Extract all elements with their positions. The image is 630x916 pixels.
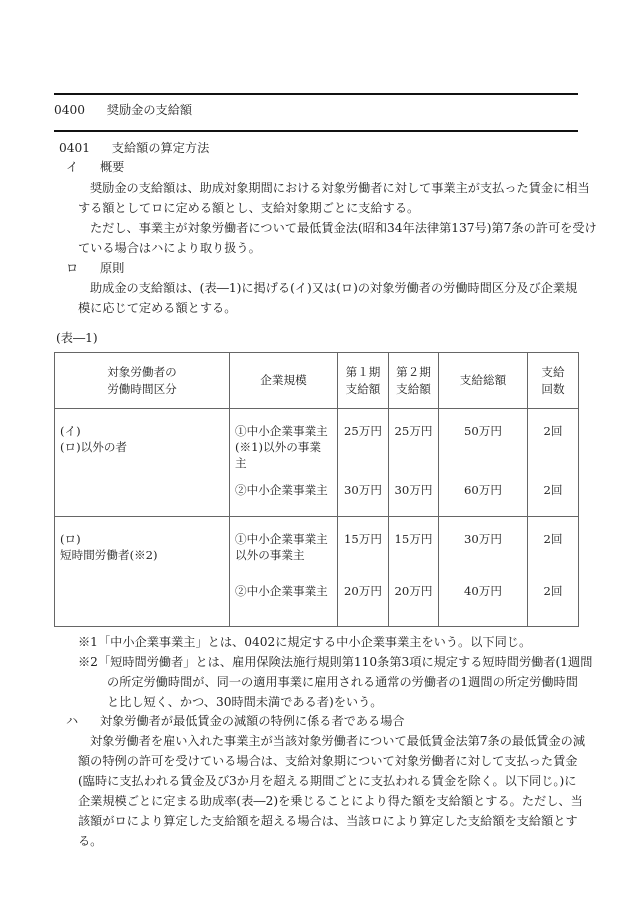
- item-i-heading: [66, 159, 124, 175]
- item-ro-para-line2: 模に応じて定める額とする。: [78, 301, 237, 315]
- header-period1-line1: 第１期: [345, 364, 381, 379]
- header-period2: [389, 353, 439, 409]
- period1-value: 20万円: [344, 584, 382, 598]
- row-total: [439, 409, 528, 517]
- note-2-line1: ※2「短時間労働者」とは、雇用保険法施行規則第110条第3項に規定する短時間労働者(1週間: [78, 655, 593, 669]
- header-period1: [338, 353, 389, 409]
- section-code: 0400: [54, 103, 86, 117]
- row-size: [230, 517, 338, 627]
- item-ha-marker: ハ: [66, 714, 79, 728]
- count-value: 2回: [543, 424, 563, 438]
- header-category-line1: 対象労働者の: [107, 364, 177, 379]
- item-ha-title: 対象労働者が最低賃金の減額の特例に係る者である場合: [99, 714, 405, 728]
- total-value: 50万円: [464, 424, 502, 438]
- item-i-para1-line2: する額としてロに定める額とし、支給対象期ごとに支給する。: [78, 201, 420, 215]
- total-value: 60万円: [464, 483, 502, 497]
- item-i-para2-line1: ただし、事業主が対象労働者について最低賃金法(昭和34年法律第137号)第7条の許可を受け: [90, 221, 597, 235]
- header-size: [230, 353, 338, 409]
- subsection-heading: [59, 140, 209, 156]
- row-period2: [389, 409, 439, 517]
- note-2-line3: と比し短く、かつ、30時間未満である者)をいう。: [107, 695, 383, 709]
- count-value: 2回: [543, 584, 563, 598]
- item-i-para2-line2: ている場合はハにより取り扱う。: [78, 241, 261, 255]
- item-ha-heading: [66, 713, 405, 729]
- period1-value: 25万円: [344, 424, 382, 438]
- row-total: [439, 517, 528, 627]
- row-category-line1: (イ): [60, 424, 81, 438]
- total-value: 30万円: [464, 532, 502, 546]
- header-count: [528, 353, 579, 409]
- top-rule: [54, 93, 578, 95]
- row-category: [55, 517, 230, 627]
- period2-value: 25万円: [394, 424, 433, 438]
- header-period2-line1: 第２期: [396, 364, 431, 379]
- header-period1-line2: 支給額: [345, 381, 381, 396]
- item-i-marker: イ: [66, 160, 79, 174]
- item-ro-marker: ロ: [66, 261, 79, 275]
- table1: [54, 352, 579, 627]
- section-title: 奨励金の支給額: [106, 103, 193, 117]
- item-i-title: 概要: [99, 160, 125, 174]
- period2-value: 15万円: [394, 532, 433, 546]
- size-entry-1-line2: (※1)以外の事業: [235, 440, 321, 454]
- item-ha-line3: (臨時に支払われる賃金及び3か月を超える期間ごとに支払われる賃金を除く。以下同じ。)に: [78, 774, 577, 788]
- period2-value: 30万円: [394, 483, 433, 497]
- period1-value: 15万円: [344, 532, 382, 546]
- note-2-line2: の所定労働時間が、同一の適用事業に雇用される通常の労働者の1週間の所定労働時間: [107, 675, 578, 689]
- item-ha-line5: 該額がロにより算定した支給額を超える場合は、当該ロにより算定した支給額を支給額とす: [78, 814, 578, 828]
- size-entry-1-line3: 主: [235, 456, 247, 470]
- period1-value: 30万円: [344, 483, 382, 497]
- table1-caption: (表―1): [56, 331, 98, 345]
- row-period2: [389, 517, 439, 627]
- row-period1: [338, 517, 389, 627]
- table1-header-row: [55, 353, 579, 409]
- period2-value: 20万円: [394, 584, 433, 598]
- header-total: [439, 353, 528, 409]
- size-entry-1-line1: ①中小企業事業主: [235, 424, 328, 438]
- header-count-line1: 支給: [541, 364, 565, 379]
- item-ro-para-line1: 助成金の支給額は、(表―1)に掲げる(イ)又は(ロ)の対象労働者の労働時間区分及び企業規: [90, 281, 578, 295]
- size-entry-1-line1: ①中小企業事業主: [235, 532, 328, 546]
- table-row: [55, 517, 579, 627]
- header-period2-line2: 支給額: [396, 381, 431, 396]
- size-entry-2-line1: ②中小企業事業主: [235, 584, 328, 598]
- subsection-title: 支給額の算定方法: [111, 141, 210, 155]
- row-period1: [338, 409, 389, 517]
- row-category-line2: (ロ)以外の者: [60, 440, 128, 454]
- header-total-text: 支給総額: [459, 373, 507, 387]
- row-count: [528, 409, 579, 517]
- header-size-text: 企業規模: [260, 373, 307, 387]
- count-value: 2回: [543, 483, 563, 497]
- header-count-line2: 回数: [541, 381, 565, 396]
- item-ro-title: 原則: [99, 261, 125, 275]
- item-i-para1-line1: 奨励金の支給額は、助成対象期間における対象労働者に対して事業主が支払った賃金に相当: [90, 181, 590, 195]
- header-category-line2: 労働時間区分: [107, 381, 177, 396]
- header-category: [55, 353, 230, 409]
- subsection-code: 0401: [59, 141, 91, 155]
- section-rule: [54, 130, 578, 132]
- size-entry-2-line1: ②中小企業事業主: [235, 483, 328, 497]
- item-ha-line2: 額の特例の許可を受けている場合は、支給対象期について対象労働者に対して支払った賃金: [78, 754, 578, 768]
- row-category-line1: (ロ): [60, 532, 81, 546]
- table-row: [55, 409, 579, 517]
- item-ha-line6: る。: [78, 834, 103, 848]
- section-heading: [54, 102, 192, 118]
- item-ro-heading: [66, 260, 124, 276]
- row-size: [230, 409, 338, 517]
- total-value: 40万円: [464, 584, 502, 598]
- item-ha-line1: 対象労働者を雇い入れた事業主が当該対象労働者について最低賃金法第7条の最低賃金の減: [90, 734, 586, 748]
- count-value: 2回: [543, 532, 563, 546]
- row-category: [55, 409, 230, 517]
- note-1: ※1「中小企業事業主」とは、0402に規定する中小企業事業主をいう。以下同じ。: [78, 635, 532, 649]
- row-count: [528, 517, 579, 627]
- row-category-line2: 短時間労働者(※2): [60, 548, 158, 562]
- size-entry-1-line2: 以外の事業主: [235, 548, 305, 562]
- item-ha-line4: 企業規模ごとに定まる助成率(表―2)を乗じることにより得た額を支給額とする。ただし、当: [78, 794, 583, 808]
